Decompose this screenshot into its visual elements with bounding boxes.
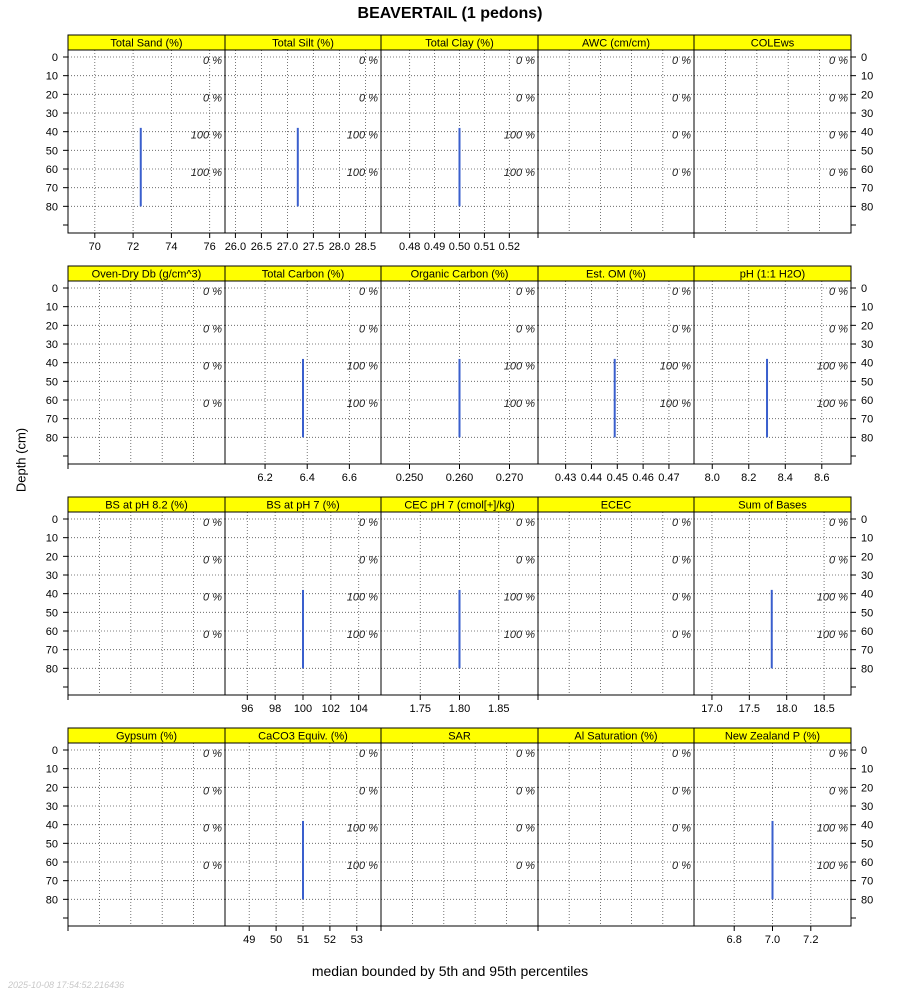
x-tick-label: 1.75 — [409, 703, 431, 715]
y-tick-label-right: 60 — [861, 164, 874, 176]
y-tick-label-left: 60 — [45, 395, 58, 407]
x-tick-label: 0.48 — [398, 241, 421, 253]
x-tick-label: 7.0 — [764, 934, 781, 946]
x-tick-label: 26.0 — [224, 241, 247, 253]
percent-label: 0 % — [359, 92, 378, 105]
x-tick-label: 0.52 — [498, 241, 521, 253]
panel-border — [68, 743, 225, 926]
y-tick-label-right: 20 — [861, 320, 874, 333]
panel-title: Total Clay (%) — [425, 37, 494, 50]
panel-3 — [381, 35, 538, 253]
percent-label: 100 % — [503, 398, 535, 410]
chart-title: BEAVERTAIL (1 pedons) — [357, 5, 543, 22]
percent-label: 0 % — [829, 323, 848, 336]
panel-6 — [68, 266, 225, 469]
panel-title: Total Sand (%) — [110, 37, 183, 50]
percent-label: 0 % — [829, 286, 848, 298]
y-tick-label-right: 80 — [861, 201, 874, 214]
y-tick-label-right: 30 — [861, 339, 874, 351]
y-tick-label-left: 0 — [51, 514, 58, 526]
percent-label: 0 % — [203, 55, 222, 67]
percent-label: 0 % — [672, 323, 691, 336]
percent-label: 0 % — [516, 286, 535, 298]
percent-label: 100 % — [503, 129, 535, 142]
panel-border — [68, 512, 225, 695]
panel-title: SAR — [448, 730, 471, 743]
percent-label: 0 % — [203, 517, 222, 529]
x-tick-label: 72 — [126, 241, 140, 253]
y-tick-label-left: 40 — [45, 357, 58, 370]
y-tick-label-left: 80 — [45, 201, 58, 214]
percent-label: 0 % — [829, 785, 848, 798]
panel-title: Est. OM (%) — [586, 268, 646, 281]
y-tick-label-right: 30 — [861, 108, 874, 120]
y-tick-label-left: 20 — [45, 782, 58, 795]
panel-title: AWC (cm/cm) — [581, 37, 651, 50]
percent-label: 100 % — [816, 591, 848, 604]
x-tick-label: 76 — [203, 241, 216, 253]
percent-label: 0 % — [359, 323, 378, 336]
y-tick-label-left: 20 — [45, 89, 58, 102]
panel-1 — [68, 35, 225, 253]
x-tick-label: 6.4 — [299, 472, 315, 484]
y-tick-label-right: 40 — [861, 357, 874, 370]
percent-label: 100 % — [816, 360, 848, 373]
y-tick-label-right: 10 — [861, 532, 874, 545]
panel-border — [694, 50, 851, 233]
y-tick-label-left: 0 — [51, 745, 58, 757]
percent-label: 0 % — [516, 822, 535, 835]
percent-label: 100 % — [659, 398, 691, 410]
panel-11 — [68, 497, 225, 700]
percent-label: 0 % — [359, 517, 378, 529]
percent-label: 0 % — [203, 748, 222, 760]
percent-label: 0 % — [672, 822, 691, 835]
panel-10 — [694, 266, 851, 484]
y-tick-label-left: 80 — [45, 663, 58, 676]
panel-20 — [694, 728, 851, 946]
percent-label: 100 % — [503, 167, 535, 179]
panel-15 — [694, 497, 851, 715]
percent-label: 0 % — [829, 129, 848, 142]
percent-label: 0 % — [672, 860, 691, 872]
y-tick-label-left: 70 — [45, 413, 58, 426]
panel-5 — [694, 35, 851, 238]
y-tick-label-left: 60 — [45, 626, 58, 638]
x-tick-label: 18.0 — [775, 703, 798, 715]
y-tick-label-left: 20 — [45, 551, 58, 564]
y-tick-label-right: 10 — [861, 763, 874, 776]
percent-label: 0 % — [516, 323, 535, 336]
percent-label: 0 % — [672, 286, 691, 298]
percent-label: 100 % — [190, 129, 222, 142]
panel-title: Al Saturation (%) — [574, 730, 658, 743]
panel-8 — [381, 266, 538, 484]
y-tick-label-left: 80 — [45, 432, 58, 445]
y-tick-label-right: 60 — [861, 857, 874, 869]
x-tick-label: 49 — [243, 934, 256, 946]
y-tick-label-left: 30 — [45, 801, 58, 813]
panel-14 — [538, 497, 694, 700]
x-tick-label: 28.5 — [354, 241, 377, 253]
y-axis-row-4 — [46, 745, 874, 918]
y-tick-label-left: 30 — [45, 108, 58, 120]
y-tick-label-right: 40 — [861, 126, 874, 139]
percent-label: 100 % — [816, 398, 848, 410]
panel-border — [538, 743, 694, 926]
y-tick-label-left: 60 — [45, 164, 58, 176]
x-tick-label: 27.0 — [276, 241, 299, 253]
x-tick-label: 53 — [350, 934, 363, 946]
y-tick-label-left: 70 — [45, 644, 58, 657]
percent-label: 0 % — [359, 748, 378, 760]
x-tick-label: 0.47 — [658, 472, 680, 484]
percent-label: 0 % — [672, 517, 691, 529]
y-tick-label-right: 80 — [861, 663, 874, 676]
x-tick-label: 50 — [269, 934, 283, 946]
x-tick-label: 100 — [293, 703, 313, 715]
panel-border — [381, 743, 538, 926]
panel-19 — [538, 728, 694, 931]
x-tick-label: 0.250 — [395, 472, 424, 484]
percent-label: 0 % — [203, 92, 222, 105]
percent-label: 0 % — [829, 517, 848, 529]
percent-label: 100 % — [816, 822, 848, 835]
x-tick-label: 8.2 — [741, 472, 757, 484]
percent-label: 0 % — [829, 55, 848, 67]
y-tick-label-right: 70 — [861, 182, 874, 195]
x-tick-label: 1.85 — [488, 703, 510, 715]
y-tick-label-right: 50 — [861, 145, 874, 158]
percent-label: 100 % — [346, 398, 378, 410]
percent-label: 0 % — [829, 554, 848, 567]
percent-label: 0 % — [203, 785, 222, 798]
panel-title: Gypsum (%) — [115, 730, 178, 743]
percent-label: 0 % — [516, 554, 535, 567]
percent-label: 100 % — [346, 591, 378, 604]
percent-label: 100 % — [659, 360, 691, 373]
percent-label: 0 % — [672, 591, 691, 604]
y-tick-label-left: 50 — [45, 145, 58, 158]
y-tick-label-right: 0 — [861, 514, 868, 526]
percent-label: 0 % — [359, 286, 378, 298]
y-tick-label-right: 20 — [861, 782, 874, 795]
y-tick-label-right: 10 — [861, 70, 874, 83]
x-tick-label: 18.5 — [813, 703, 835, 715]
percent-label: 100 % — [503, 629, 535, 641]
y-tick-label-right: 60 — [861, 395, 874, 407]
panel-2 — [225, 35, 381, 253]
y-tick-label-left: 10 — [45, 532, 58, 545]
x-tick-label: 0.49 — [423, 241, 446, 253]
y-tick-label-left: 20 — [45, 320, 58, 333]
timestamp: 2025-10-08 17:54:52.216436 — [8, 980, 125, 990]
y-tick-label-right: 50 — [861, 607, 874, 620]
x-tick-label: 96 — [241, 703, 254, 715]
panel-title: Total Silt (%) — [272, 37, 334, 50]
panel-12 — [225, 497, 381, 715]
x-tick-label: 1.80 — [448, 703, 471, 715]
y-tick-label-right: 0 — [861, 52, 868, 64]
percent-label: 0 % — [203, 629, 222, 641]
percent-label: 100 % — [346, 822, 378, 835]
y-tick-label-left: 40 — [45, 126, 58, 139]
y-tick-label-left: 30 — [45, 339, 58, 351]
panel-title: ECEC — [600, 499, 632, 512]
y-tick-label-right: 60 — [861, 626, 874, 638]
percent-label: 100 % — [816, 860, 848, 872]
y-tick-label-left: 70 — [45, 182, 58, 195]
y-axis-label-text: Depth (cm) — [13, 427, 29, 493]
y-tick-label-left: 50 — [45, 376, 58, 389]
panel-title: New Zealand P (%) — [724, 730, 821, 743]
x-tick-label: 104 — [349, 703, 368, 715]
panel-title: BS at pH 8.2 (%) — [105, 499, 188, 512]
x-tick-label: 0.50 — [448, 241, 471, 253]
y-tick-label-right: 80 — [861, 894, 874, 907]
y-tick-label-right: 0 — [861, 745, 868, 757]
percent-label: 100 % — [503, 591, 535, 604]
percent-label: 100 % — [346, 360, 378, 373]
panel-13 — [381, 497, 538, 715]
percent-label: 0 % — [516, 92, 535, 105]
y-tick-label-right: 20 — [861, 551, 874, 564]
panel-title: Oven-Dry Db (g/cm^3) — [91, 268, 202, 281]
y-tick-label-right: 80 — [861, 432, 874, 445]
x-tick-label: 27.5 — [302, 241, 325, 253]
percent-label: 0 % — [672, 554, 691, 567]
y-tick-label-left: 70 — [45, 875, 58, 888]
x-tick-label: 8.6 — [814, 472, 830, 484]
percent-label: 100 % — [346, 129, 378, 142]
y-tick-label-left: 0 — [51, 52, 58, 64]
x-tick-label: 17.0 — [701, 703, 723, 715]
percent-label: 0 % — [203, 591, 222, 604]
percent-label: 0 % — [359, 554, 378, 567]
y-tick-label-right: 70 — [861, 875, 874, 888]
y-tick-label-left: 40 — [45, 819, 58, 832]
panel-border — [68, 281, 225, 464]
x-tick-label: 51 — [296, 934, 310, 946]
x-tick-label: 0.44 — [580, 472, 603, 484]
percent-label: 0 % — [203, 860, 222, 872]
panel-title: CEC pH 7 (cmol[+]/kg) — [404, 499, 515, 512]
panel-title: pH (1:1 H2O) — [739, 268, 806, 281]
x-axis-label: median bounded by 5th and 95th percentiles — [311, 963, 589, 979]
x-tick-label: 28.0 — [328, 241, 351, 253]
percent-label: 0 % — [203, 323, 222, 336]
x-tick-label: 8.4 — [777, 472, 793, 484]
percent-label: 0 % — [203, 822, 222, 835]
x-tick-label: 74 — [165, 241, 178, 253]
x-tick-label: 6.8 — [726, 934, 742, 946]
percent-label: 0 % — [672, 629, 691, 641]
panel-17 — [225, 728, 381, 946]
panel-4 — [538, 35, 694, 238]
percent-label: 0 % — [516, 55, 535, 67]
percent-label: 0 % — [829, 748, 848, 760]
panel-7 — [225, 266, 381, 484]
y-tick-label-right: 40 — [861, 819, 874, 832]
x-tick-label: 70 — [88, 241, 101, 253]
panel-title: CaCO3 Equiv. (%) — [258, 730, 348, 743]
y-tick-label-right: 0 — [861, 283, 868, 295]
x-tick-label: 17.5 — [738, 703, 761, 715]
panel-18 — [381, 728, 538, 931]
panel-border — [538, 50, 694, 233]
x-tick-label: 98 — [269, 703, 282, 715]
x-tick-label: 0.46 — [632, 472, 654, 484]
percent-label: 0 % — [672, 92, 691, 105]
y-tick-label-left: 80 — [45, 894, 58, 907]
y-tick-label-left: 10 — [45, 301, 58, 314]
percent-label: 100 % — [503, 360, 535, 373]
percent-label: 0 % — [203, 360, 222, 373]
x-tick-label: 6.6 — [341, 472, 358, 484]
percent-label: 0 % — [203, 554, 222, 567]
percent-label: 0 % — [203, 286, 222, 298]
panel-16 — [68, 728, 225, 931]
y-tick-label-left: 30 — [45, 570, 58, 582]
panel-border — [538, 512, 694, 695]
x-tick-label: 102 — [321, 703, 341, 715]
percent-label: 0 % — [829, 92, 848, 105]
y-tick-label-right: 30 — [861, 801, 874, 813]
percent-label: 100 % — [190, 167, 222, 179]
x-tick-label: 8.0 — [704, 472, 720, 484]
x-tick-label: 52 — [323, 934, 337, 946]
percent-label: 0 % — [516, 748, 535, 760]
panel-title: BS at pH 7 (%) — [266, 499, 340, 512]
percent-label: 0 % — [516, 860, 535, 872]
percent-label: 100 % — [816, 629, 848, 641]
y-tick-label-right: 30 — [861, 570, 874, 582]
y-tick-label-left: 50 — [45, 607, 58, 620]
percent-label: 0 % — [672, 129, 691, 142]
panel-title: COLEws — [750, 37, 795, 50]
percent-label: 0 % — [829, 167, 848, 179]
panel-title: Sum of Bases — [738, 499, 807, 512]
y-tick-label-left: 10 — [45, 763, 58, 776]
panel-title: Organic Carbon (%) — [410, 268, 509, 281]
y-tick-label-right: 70 — [861, 644, 874, 657]
percent-label: 0 % — [359, 55, 378, 67]
y-tick-label-right: 10 — [861, 301, 874, 314]
x-tick-label: 0.260 — [445, 472, 474, 484]
percent-label: 0 % — [359, 785, 378, 798]
x-tick-label: 26.5 — [250, 241, 273, 253]
percent-label: 100 % — [346, 860, 378, 872]
y-tick-label-right: 70 — [861, 413, 874, 426]
percent-label: 0 % — [672, 785, 691, 798]
panel-9 — [538, 266, 694, 484]
y-tick-label-right: 40 — [861, 588, 874, 601]
y-tick-label-left: 10 — [45, 70, 58, 83]
percent-label: 0 % — [672, 55, 691, 67]
percent-label: 0 % — [672, 167, 691, 179]
y-tick-label-right: 50 — [861, 376, 874, 389]
percent-label: 0 % — [203, 398, 222, 410]
y-tick-label-left: 50 — [45, 838, 58, 851]
percent-label: 0 % — [516, 517, 535, 529]
x-tick-label: 0.270 — [495, 472, 524, 484]
x-tick-label: 7.2 — [803, 934, 819, 946]
x-tick-label: 6.2 — [257, 472, 273, 484]
y-tick-label-left: 60 — [45, 857, 58, 869]
y-tick-label-right: 20 — [861, 89, 874, 102]
percent-label: 100 % — [346, 167, 378, 179]
percent-label: 0 % — [516, 785, 535, 798]
y-tick-label-left: 40 — [45, 588, 58, 601]
x-tick-label: 0.51 — [473, 241, 496, 253]
y-tick-label-right: 50 — [861, 838, 874, 851]
x-tick-label: 0.43 — [554, 472, 577, 484]
x-tick-label: 0.45 — [606, 472, 629, 484]
y-tick-label-left: 0 — [51, 283, 58, 295]
percent-label: 100 % — [346, 629, 378, 641]
panel-title: Total Carbon (%) — [261, 268, 345, 281]
percent-label: 0 % — [672, 748, 691, 760]
